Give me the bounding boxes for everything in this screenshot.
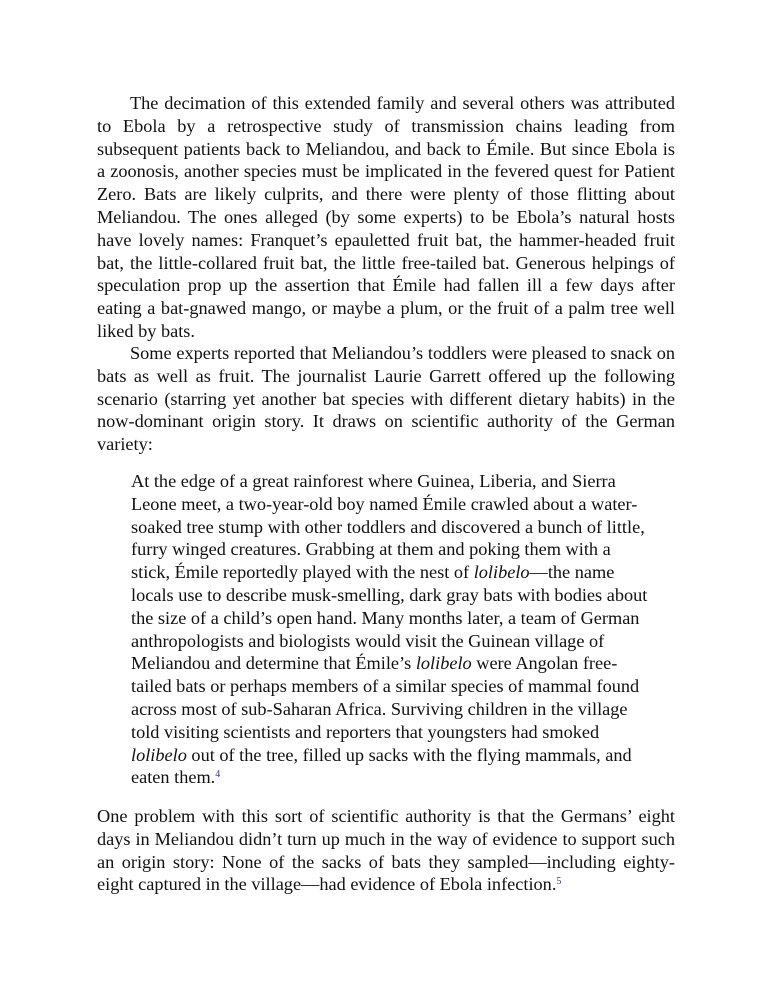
paragraph-text <box>97 805 675 896</box>
body-paragraph <box>97 342 675 456</box>
paragraph-text: Some experts reported that Meliandou’s toddlers were pleased to snack on bats as well as fruit. The journalist Laurie Garrett offered up the following scenario (starring yet another bat species with different dietary habits) in the now-dominant origin story. It draws on scientific authority of the German variety: <box>97 343 675 455</box>
paragraph-text: The decimation of this extended family and several others was attributed to Ebola by a retrospective study of transmission chains leading from subsequent patients back to Meliandou, and back to Émile. But since Ebola is a zoonosis, another species must be implicated in the fevered quest for Patient Zero. Bats are likely culprits, and there were plenty of those flitting about Meliandou. The ones alleged (by some experts) to be Ebola’s natural hosts have lovely names: Franquet’s epauletted fruit bat, the hammer-headed fruit bat, the little-collared fruit bat, the little free-tailed bat. Generous helpings of speculation prop up the assertion that Émile had fallen ill a few days after eating a bat-gnawed mango, or maybe a plum, or the fruit of a palm tree well liked by bats. <box>97 93 675 341</box>
footnote-ref-5[interactable]: 5 <box>556 876 562 888</box>
body-paragraph <box>97 805 675 896</box>
paragraph-text-segment: One problem with this sort of scientific authority is that the Germans’ eight days in Meliandou didn’t turn up much in the way of evidence to support such an origin story: None of the sacks of bats they sampled—including eighty-eight captured in the village—had evidence of Ebola infection. <box>97 806 675 895</box>
italic-term: lolibelo <box>415 653 472 674</box>
footnote-ref-4[interactable]: 4 <box>215 769 221 781</box>
quote-text-segment: —the name locals use to describe musk-smelling, dark gray bats with bodies about the size of a child’s open hand. Many months later, a team of German anthropologists and biologists would visit the Guinean village of Meliandou and determine that Émile’s <box>131 562 648 674</box>
quote-text-segment: were Angolan free-tailed bats or perhaps members of a similar species of mammal found across most of sub-Saharan Africa. Surviving children in the village told visiting scientists and reporters that youngsters had smoked <box>131 653 640 742</box>
body-paragraph <box>97 92 675 343</box>
italic-term: lolibelo <box>473 562 530 583</box>
italic-term: lolibelo <box>131 744 187 765</box>
block-quote <box>131 470 651 789</box>
quote-text-segment: At the edge of a great rainforest where Guinea, Liberia, and Sierra Leone meet, a two-year-old boy named Émile crawled about a water-soaked tree stump with other toddlers and discovered a bunch of little, furry winged creatures. Grabbing at them and poking them with a stick, Émile reportedly played with the nest of <box>131 471 645 583</box>
quote-text <box>131 470 651 789</box>
quote-text-segment: out of the tree, filled up sacks with the flying mammals, and eaten them. <box>131 744 632 788</box>
